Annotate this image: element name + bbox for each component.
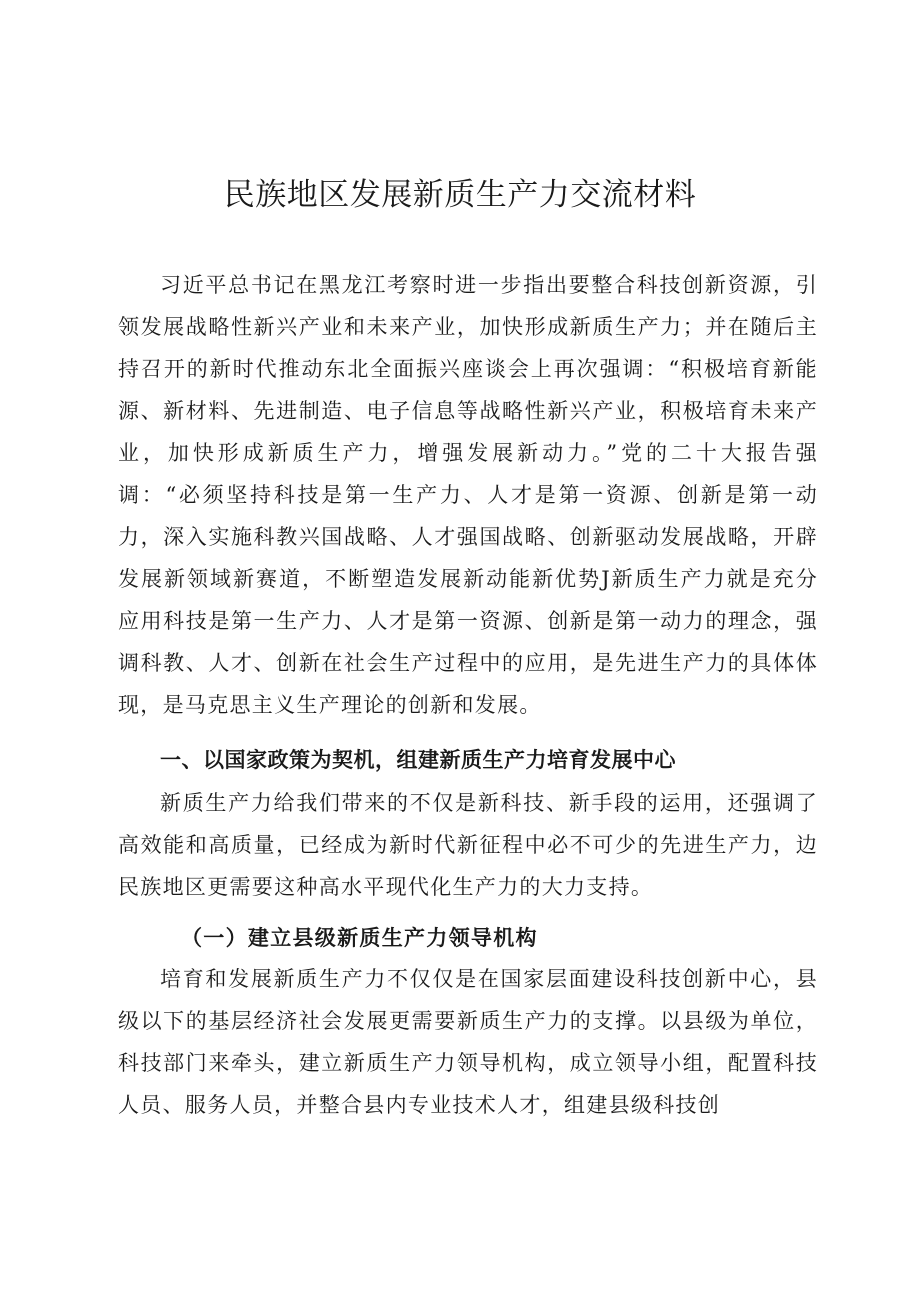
document-title: 民族地区发展新质生产力交流材料 — [223, 177, 697, 213]
intro-paragraph: 习近平总书记在黑龙江考察时进一步指出要整合科技创新资源，引领发展战略性新兴产业和未来产业，加快形成新质生产力；并在随后主持召开的新时代推动东北全面振兴座谈会上再次强调：“积极培育新能源、新材料、先进制造、电子信息等战略性新兴产业，积极培育未来产业，加快形成新质生产力，增强发展新动力。”党的二十大报告强调：“必须坚持科技是第一生产力、人才是第一资源、创新是第一动力，深入实施科教兴国战略、人才强国战略、创新驱动发展战略，开辟发展新领域新赛道，不断塑造发展新动能新优势J新质生产力就是充分应用科技是第一生产力、人才是第一资源、创新是第一动力的理念，强调科教、人才、创新在社会生产过程中的应用，是先进生产力的具体体现，是马克思主义生产理论的创新和发展。 — [118, 273, 818, 717]
subsection-1-paragraph: 培育和发展新质生产力不仅仅是在国家层面建设科技创新中心，县级以下的基层经济社会发展更需要新质生产力的支撑。以县级为单位，科技部门来牵头，建立新质生产力领导机构，成立领导小组，配置科技人员、服务人员，并整合县内专业技术人才，组建县级科技创 — [118, 967, 818, 1117]
subsection-1-heading: （一）建立县级新质生产力领导机构 — [181, 925, 538, 950]
section-1-heading: 一、以国家政策为契机，组建新质生产力培育发展中心 — [160, 748, 676, 772]
section-1-paragraph: 新质生产力给我们带来的不仅是新科技、新手段的运用，还强调了高效能和高质量，已经成为新时代新征程中必不可少的先进生产力，边民族地区更需要这种高水平现代化生产力的大力支持。 — [118, 791, 818, 899]
